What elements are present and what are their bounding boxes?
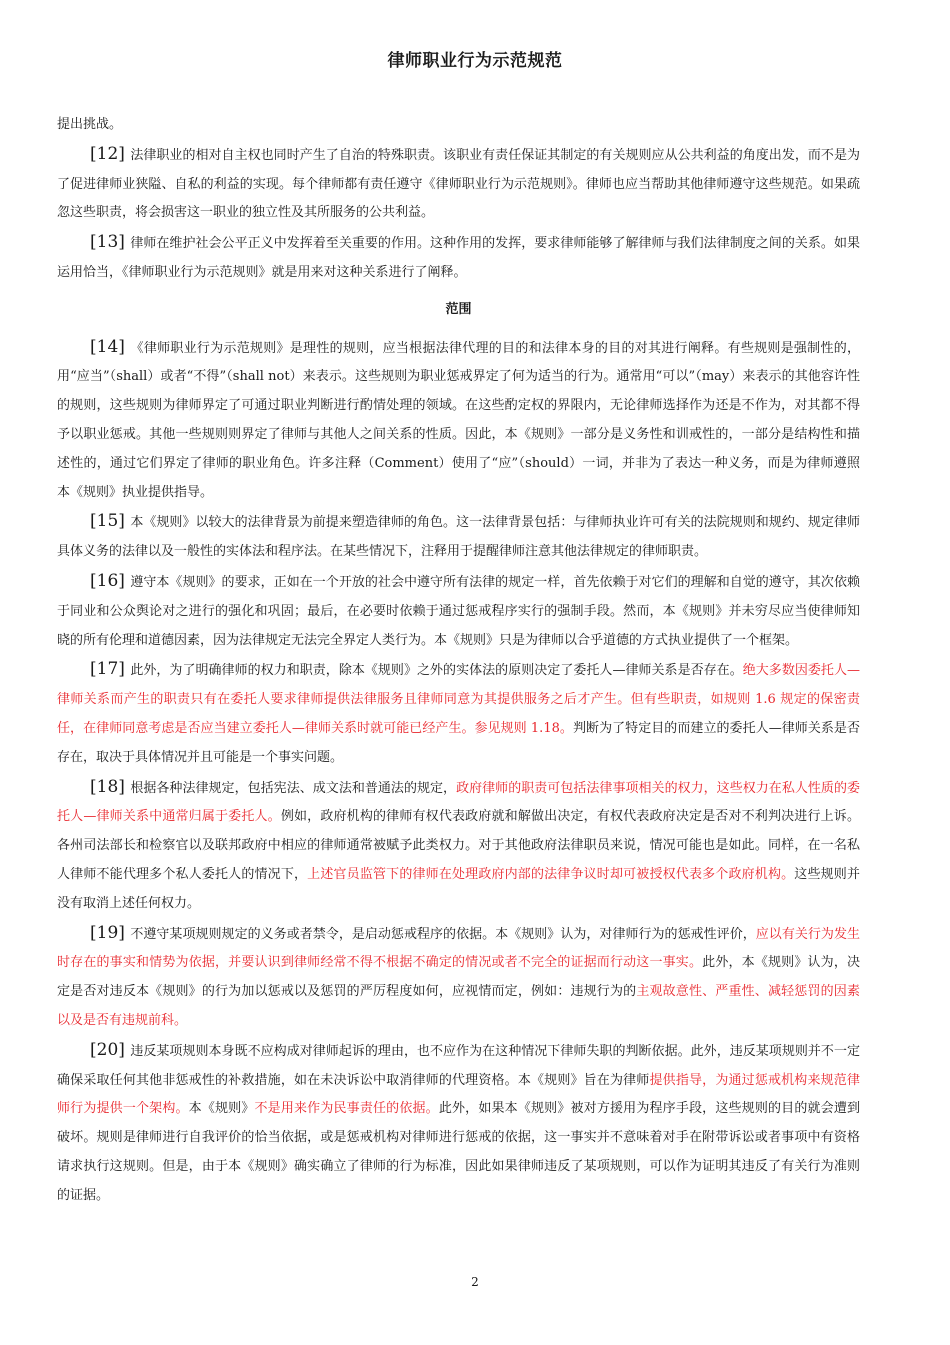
paragraph-text: 此外，本《规则》认为，决定是否对违反本《规则》的行为加以惩戒以及惩罚的严厉程度如何，应视情而定，例如：违规行为的 [57, 955, 860, 1000]
paragraph-14 [57, 333, 860, 508]
paragraph-text: 法律职业的相对自主权也同时产生了自治的特殊职责。该职业有责任保证其制定的有关规则应从公共利益的角度出发，而不是为了促进律师业狭隘、自私的利益的实现。每个律师都有责任遵守《律师职业行为示范规则》。律师也应当帮助其他律师遵守这些规范。如果疏忽这些职责，将会损害这一职业的独立性及其所服务的公共利益。 [57, 147, 860, 221]
page-number: 2 [471, 1275, 479, 1289]
paragraph-text: 判断为了特定目的而建立的委托人—律师关系是否存在，取决于具体情况并且可能是一个事实问题。 [57, 720, 860, 765]
paragraph-18 [57, 773, 860, 919]
paragraph-text: 遵守本《规则》的要求，正如在一个开放的社会中遵守所有法律的规定一样，首先依赖于对它们的理解和自觉的遵守，其次依赖于同业和公众舆论对之进行的强化和巩固；最后，在必要时依赖于通过惩戒程序实行的强制手段。然而，本《规则》并未穷尽应当使律师知晓的所有伦理和道德因素，因为法律规定无法完全界定人类行为。本《规则》只是为律师以合乎道德的方式执业提供了一个框架。 [57, 574, 860, 648]
highlighted-text: 绝大多数因委托人—律师关系而产生的职责只有在委托人要求律师提供法律服务且律师同意为其提供服务之后才产生。但有些职责，如规则 1.6 规定的保密责任，在律师同意考虑是否应当建立委托人—律师关系时就可能已经产生。参见规则 1.18。 [57, 663, 860, 736]
paragraph-text: 不遵守某项规则规定的义务或者禁令，是启动惩戒程序的依据。本《规则》认为，对律师行为的惩戒性评价， [130, 926, 756, 942]
paragraph-17 [57, 655, 860, 772]
paragraph-number: [19] [90, 922, 131, 943]
paragraph-text: 本《规则》以较大的法律背景为前提来塑造律师的角色。这一法律背景包括：与律师执业许可有关的法院规则和规约、规定律师具体义务的法律以及一般性的实体法和程序法。在某些情况下，注释用于提醒律师注意其他法律规定的律师职责。 [57, 515, 860, 560]
paragraph-19 [57, 919, 860, 1036]
paragraph-number: [14] [90, 336, 131, 357]
paragraph-text: 本《规则》 [188, 1101, 255, 1117]
intro-line: 提出挑战。 [57, 117, 123, 132]
highlighted-text: 应以有关行为发生时存在的事实和情势为依据，并要认识到律师经常不得不根据不确定的情况或者不完全的证据而行动这一事实。 [57, 926, 860, 971]
paragraph-text: 律师在维护社会公平正义中发挥着至关重要的作用。这种作用的发挥，要求律师能够了解律师与我们法律制度之间的关系。如果运用恰当，《律师职业行为示范规则》就是用来对这种关系进行了阐释。 [57, 236, 860, 280]
paragraph-text: 根据各种法律规定，包括宪法、成文法和普通法的规定， [130, 780, 457, 796]
paragraph-number: [12] [90, 143, 131, 164]
highlighted-text: 提供指导，为通过惩戒机构来规范律师行为提供一个架构。 [57, 1072, 860, 1117]
paragraph-20 [57, 1036, 860, 1211]
paragraph-number: [16] [90, 570, 131, 591]
paragraph-text: 《律师职业行为示范规则》是理性的规则，应当根据法律代理的目的和法律本身的目的对其进行阐释。有些规则是强制性的，用“应当”（shall）或者“不得”（shall not）来表示。这些规则为职业惩戒界定了何为适当的行为。通常用“可以”（may）来表示的其他容许性的规则，这些规则为律师界定了可通过职业判断进行酌情处理的领域。在这些酌定权的界限内，无论律师选择作为还是不作为，对其都不得予以职业惩戒。其他一些规则则界定了律师与其他人之间关系的性质。因此，本《规则》一部分是义务性和训戒性的，一部分是结构性和描述性的，通过它们界定了律师的职业角色。许多注释（Comment）使用了“应”（should）一词，并非为了表达一种义务，而是为律师遵照本《规则》执业提供指导。 [57, 340, 860, 500]
paragraph-text: 这些规则并没有取消上述任何权力。 [57, 866, 860, 911]
highlighted-text: 主观故意性、严重性、减轻惩罚的因素以及是否有违规前科。 [57, 984, 860, 1028]
paragraph-number: [20] [90, 1039, 131, 1060]
section-heading-scope: 范围 [445, 301, 472, 317]
document-body [57, 111, 860, 1210]
paragraph-13 [57, 228, 860, 288]
paragraph-text: 此外，如果本《规则》被对方援用为程序手段，这些规则的目的就会遭到破坏。规则是律师进行自我评价的恰当依据，或是惩戒机构对律师进行惩戒的依据，这一事实并不意味着对手在附带诉讼或者事项中有资格请求执行这规则。但是，由于本《规则》确实确立了律师的行为标准，因此如果律师违反了某项规则，可以作为证明其违反了有关行为准则的证据。 [57, 1101, 860, 1203]
paragraph-number: [15] [90, 511, 131, 532]
paragraph-15 [57, 507, 860, 567]
paragraph-number: [17] [90, 659, 131, 680]
highlighted-text: 政府律师的职责可包括法律事项相关的权力，这些权力在私人性质的委托人—律师关系中通常归属于委托人。 [57, 780, 860, 825]
paragraph-number: [18] [90, 776, 131, 797]
paragraph-12 [57, 140, 860, 228]
highlighted-text: 上述官员监管下的律师在处理政府内部的法律争议时却可被授权代表多个政府机构。 [307, 866, 795, 882]
paragraph-text: 违反某项规则本身既不应构成对律师起诉的理由，也不应作为在这种情况下律师失职的判断依据。此外，违反某项规则并不一定确保采取任何其他非惩戒性的补救措施，如在未决诉讼中取消律师的代理资格。本《规则》旨在为律师 [57, 1043, 860, 1088]
paragraph-number: [13] [90, 232, 131, 253]
paragraph-text: 此外，为了明确律师的权力和职责，除本《规则》之外的实体法的原则决定了委托人—律师关系是否存在。 [130, 663, 743, 679]
highlighted-text: 不是用来作为民事责任的依据。 [254, 1101, 439, 1117]
paragraph-16 [57, 567, 860, 655]
paragraph-text: 例如，政府机构的律师有权代表政府就和解做出决定，有权代表政府决定是否对不利判决进行上诉。各州司法部长和检察官以及联邦政府中相应的律师通常被赋予此类权力。对于其他政府法律职员来说，情况可能也是如此。同样，在一名私人律师不能代理多个私人委托人的情况下， [57, 809, 860, 882]
page-title: 律师职业行为示范规范 [387, 51, 563, 71]
